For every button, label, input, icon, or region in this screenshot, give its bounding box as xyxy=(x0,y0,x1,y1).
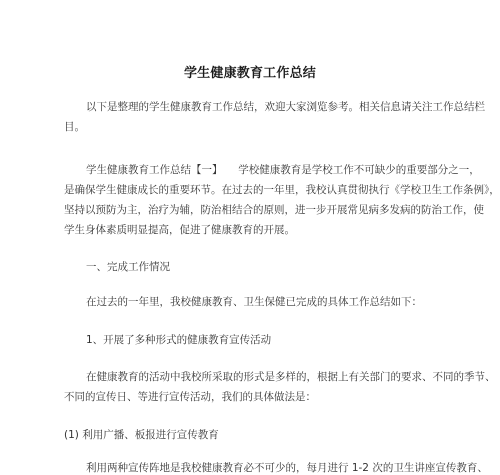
activities-line-2: 不同的宣传日、等进行宣传活动，我们的具体做法是： xyxy=(64,391,316,403)
section-one-line-2: 是确保学生健康成长的重要环节。在过去的一年里，我校认真贯彻执行《学校卫生工作条例》， xyxy=(64,184,500,196)
intro-paragraph xyxy=(64,97,485,137)
summary-line: 在过去的一年里，我校健康教育、卫生保健已完成的具体工作总结如下： xyxy=(86,296,422,308)
summary-paragraph xyxy=(64,292,456,312)
activities-line-1: 在健康教育的活动中我校所采取的形式是多样的，根据上有关部门的要求、不同的季节、 xyxy=(86,371,496,383)
page-title: 学生健康教育工作总结 xyxy=(183,66,316,81)
activities-paragraph xyxy=(64,367,496,407)
section-one-line-4: 学生身体素质明显提高，促进了健康教育的开展。 xyxy=(64,224,295,236)
intro-line-1: 以下是整理的学生健康教育工作总结，欢迎大家浏览参考。相关信息请关注工作总结栏 xyxy=(86,101,485,113)
intro-line-2: 目。 xyxy=(64,121,85,133)
heading-completed-work xyxy=(64,257,456,277)
heading-completed-work-text: 一、完成工作情况 xyxy=(86,261,170,273)
last-line: 利用两种宣传阵地是我校健康教育必不可少的，每月进行 1-2 次的卫生讲座宣传教育、 xyxy=(86,462,488,474)
section-one-line-1: 学生健康教育工作总结【一】 学校健康教育是学校工作不可缺少的重要部分之一， xyxy=(86,164,480,176)
item-one-text: 1、开展了多种形式的健康教育宣传活动 xyxy=(86,334,272,346)
section-one-paragraph xyxy=(64,160,500,240)
sub-item-one-text: (1) 利用广播、板报进行宣传教育 xyxy=(64,429,219,441)
item-one-heading xyxy=(64,330,456,350)
section-one-line-3: 坚持以预防为主，治疗为辅，防治相结合的原则，进一步开展常见病多发病的防治工作，使 xyxy=(64,204,484,216)
last-paragraph xyxy=(64,458,488,475)
sub-item-one-heading xyxy=(64,425,456,445)
